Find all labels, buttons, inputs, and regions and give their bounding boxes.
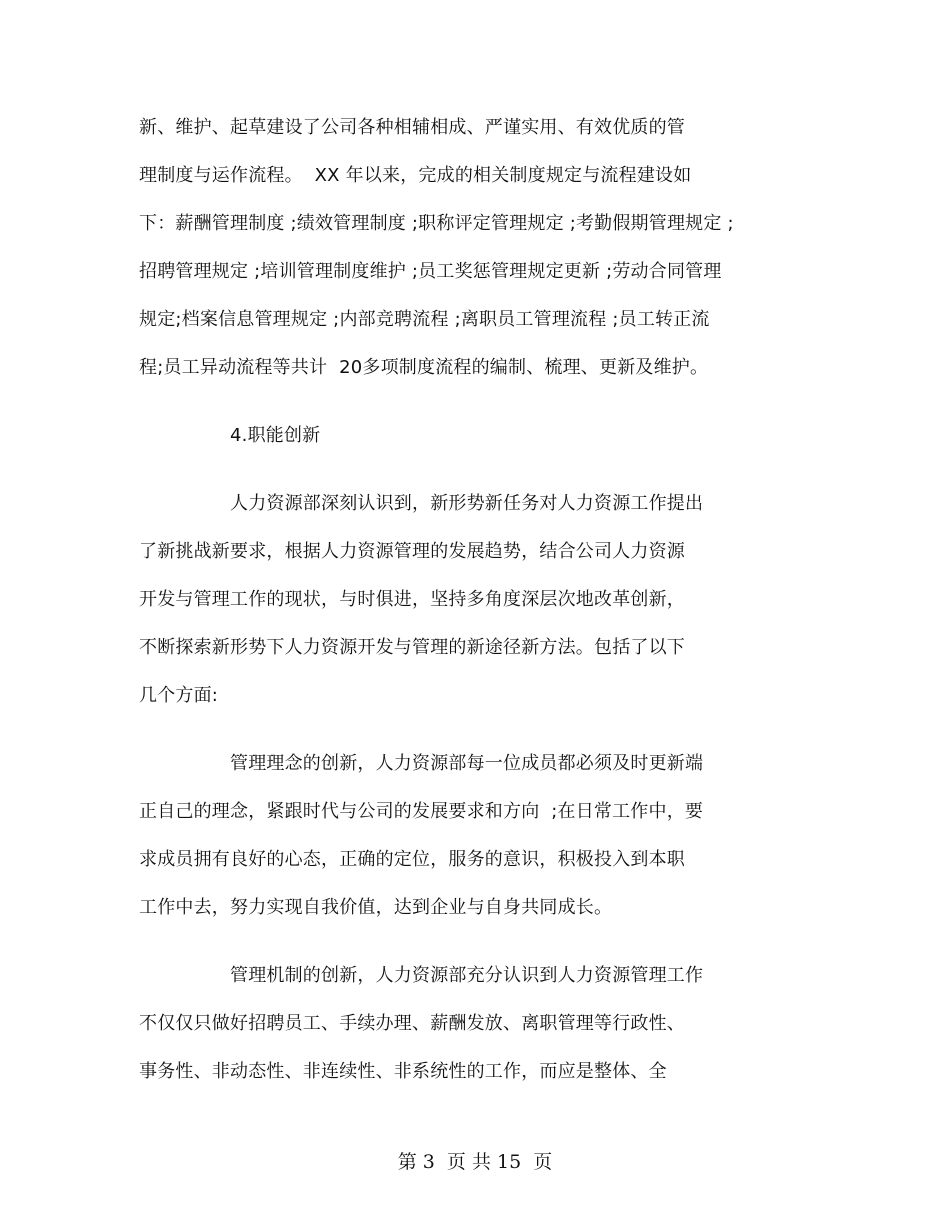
- paragraph-line: 人力资源部深刻认识到，新形势新任务对人力资源工作提出: [230, 493, 704, 514]
- paragraph-line: 管理机制的创新，人力资源部充分认识到人力资源管理工作: [230, 965, 704, 986]
- paragraph-line: 不仅仅只做好招聘员工、手续办理、薪酬发放、离职管理等行政性、: [139, 1013, 685, 1034]
- paragraph-line: 理制度与运作流程。 XX 年以来，完成的相关制度规定与流程建设如: [139, 165, 692, 186]
- paragraph-line: 新、维护、起草建设了公司各种相辅相成、严谨实用、有效优质的管: [139, 117, 685, 138]
- paragraph-line: 招聘管理规定 ;培训管理制度维护 ;员工奖惩管理规定更新 ;劳动合同管理: [139, 261, 722, 282]
- paragraph-line: 事务性、非动态性、非连续性、非系统性的工作，而应是整体、全: [139, 1061, 667, 1082]
- paragraph-line: 了新挑战新要求，根据人力资源管理的发展趋势，结合公司人力资源: [139, 541, 685, 562]
- page-number-footer: 第 3 页 共 15 页: [397, 1151, 553, 1173]
- paragraph-line: 开发与管理工作的现状，与时俱进，坚持多角度深层次地改革创新，: [139, 589, 685, 610]
- paragraph-line: 不断探索新形势下人力资源开发与管理的新途径新方法。包括了以下: [139, 637, 685, 658]
- paragraph-line: 规定;档案信息管理规定 ;内部竞聘流程 ;离职员工管理流程 ;员工转正流: [139, 309, 710, 330]
- paragraph-line: 工作中去，努力实现自我价值，达到企业与自身共同成长。: [139, 897, 613, 918]
- paragraph-line: 程;员工异动流程等共计 20多项制度流程的编制、梳理、更新及维护。: [139, 357, 709, 378]
- paragraph-line: 几个方面:: [139, 685, 219, 706]
- paragraph-line: 求成员拥有良好的心态，正确的定位，服务的意识，积极投入到本职: [139, 849, 685, 870]
- paragraph-line: 下：薪酬管理制度 ;绩效管理制度 ;职称评定管理规定 ;考勤假期管理规定 ;: [139, 213, 734, 234]
- paragraph-line: 正自己的理念，紧跟时代与公司的发展要求和方向 ;在日常工作中，要: [139, 801, 704, 822]
- paragraph-line: 管理理念的创新，人力资源部每一位成员都必须及时更新端: [230, 753, 704, 774]
- section-heading: 4.职能创新: [230, 425, 321, 446]
